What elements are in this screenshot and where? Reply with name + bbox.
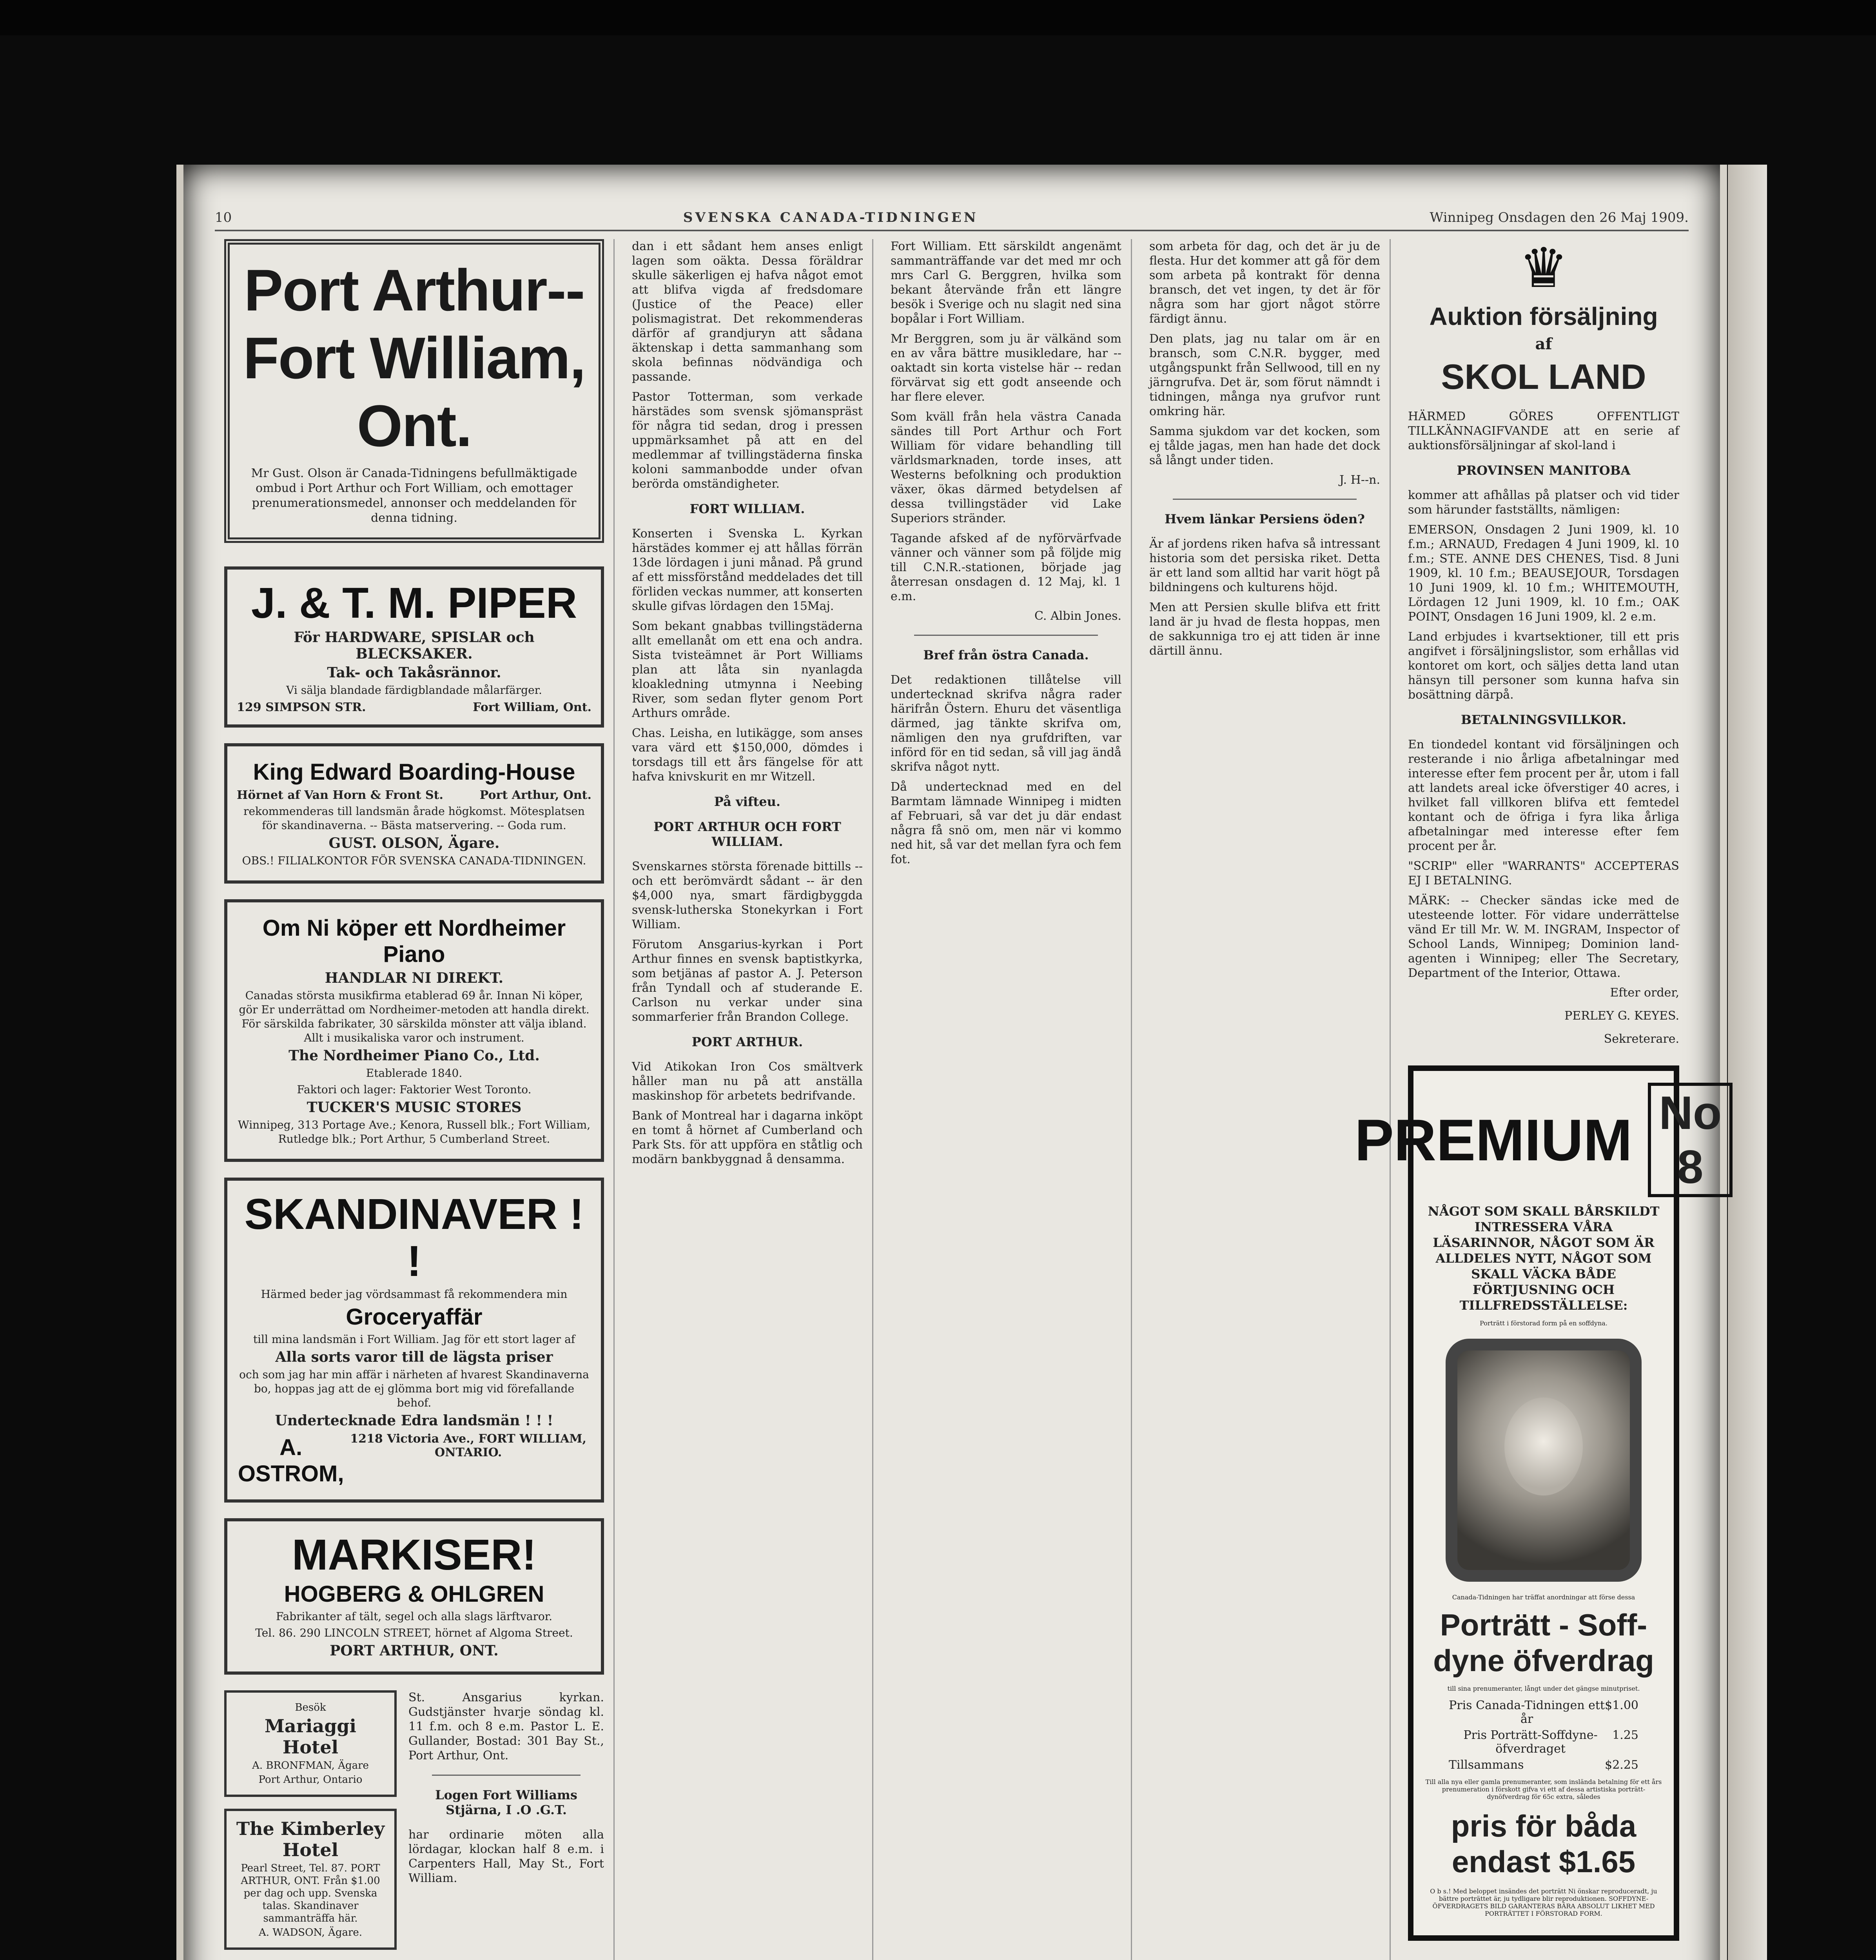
col3-heading: Bref från östra Canada. [923, 648, 1089, 662]
lower-ads-left [224, 1690, 397, 1960]
premium-offer-intro: Canada-Tidningen har träffat anordningar att förse dessa [1452, 1593, 1635, 1601]
auktion-signer: PERLEY G. KEYES. [1564, 1009, 1679, 1023]
markiser-name: MARKISER! [292, 1531, 537, 1579]
col2-heading-vifte: På vifteu. [714, 794, 781, 809]
premium-word: PREMIUM [1354, 1107, 1633, 1173]
piano-established: Etablerade 1840. [366, 1067, 463, 1080]
mariaggi-name: Mariaggi Hotel [264, 1715, 357, 1758]
premium-number: No 8 [1648, 1083, 1733, 1197]
divider [914, 635, 1098, 636]
banner-text: Mr Gust. Olson är Canada-Tidningens befullmäktigade ombud i Port Arthur och Fort William, och emottager prenumerationsmedel, annonser och meddelanden för denna tidning. [251, 466, 577, 525]
col4-p1: som arbeta för dag, och det är ju de flesta. Hur det kommer att gå för dem som arbeta på kontrakt för denna bransch, det vet ingen, ty det är för några som har gjort något större färdigt ännu. [1149, 240, 1380, 326]
auktion-scrip: "SCRIP" eller "WARRANTS" ACCEPTERAS EJ I BETALNING. [1408, 859, 1679, 887]
col3-p3: Som kväll från hela västra Canada sändes till Port Arthur och Fort William för vidare behandling till världsmarknaden, torde inses, att Westerns befolkning och produktion växer, ökas därmed betydelsen af dessa tvillingstäder vid Lake Superiors stränder. [891, 410, 1121, 525]
premium-head [1354, 1083, 1722, 1197]
price2-value: 1.25 [1612, 1728, 1638, 1742]
col3-p2: Mr Berggren, som ju är välkänd som en av våra bättre musikledare, har -- oaktadt sin korta vistelse här -- redan förvärvat sig ett godt anseende och har flere elever. [891, 332, 1121, 404]
price-row-2 [1449, 1728, 1638, 1756]
col3-signature: C. Albin Jones. [1034, 609, 1121, 623]
boarding-owner: GUST. OLSON, Ägare. [328, 835, 500, 851]
col2-p8: Vid Atikokan Iron Cos smältverk håller man nu på att anställa maskinshop för arbetets bedrifvande. [632, 1060, 863, 1103]
ad-kimberley [224, 1809, 397, 1950]
banner-title: Port Arthur--Fort William, Ont. [243, 257, 585, 459]
total-value: $2.25 [1605, 1758, 1638, 1772]
piano-addresses: Winnipeg, 313 Portage Ave.; Kenora, Russell blk.; Fort William, Rutledge blk.; Port Arthur, 5 Cumberland Street. [238, 1118, 591, 1145]
portrait-cushion-image [1446, 1339, 1642, 1582]
auktion-role: Sekreterare. [1604, 1032, 1679, 1046]
boarding-obs: OBS.! FILIALKONTOR FÖR SVENSKA CANADA-TIDNINGEN. [242, 854, 586, 867]
col4-p2: Den plats, jag nu talar om är en bransch, som C.N.R. bygger, med utgångspunkt från Sellwood, till en ny järngrufva. Det är, som förut nämndt i tidningen, många nya grufvor runt omkring här. [1149, 332, 1380, 418]
port-arthur-banner [224, 239, 604, 543]
boarding-city: Port Arthur, Ont. [479, 788, 591, 802]
col4-signature: J. H--n. [1339, 473, 1380, 487]
price-row-total [1449, 1758, 1638, 1772]
auktion-notice [1408, 236, 1679, 1046]
auktion-p3: MÄRK: -- Checker sändas icke med de utesteende lotter. För vidare underrättelse vänd Er till Mr. W. M. INGRAM, Inspector of School Lands, Winnipeg; Dominion land-agenten i Winnipeg; eller The Secretary, Department of the Interior, Ottawa. [1408, 894, 1679, 980]
auktion-af: af [1535, 335, 1552, 353]
piper-line2: Tak- och Takåsrännor. [327, 664, 501, 681]
piper-address-row [237, 701, 591, 714]
column-3 [881, 239, 1132, 1960]
page-edge [1728, 165, 1767, 1960]
col2-p3: Konserten i Svenska L. Kyrkan härstädes kommer ej att hållas förrän 13de lördagen i juni månad. På grund af ett missförstånd meddelades det till förliden veckas nummer, att konserten skulle gifvas lördagen den 15Maj. [632, 527, 863, 613]
piper-line3: Vi sälja blandade färdigblandade målarfärger. [286, 684, 542, 697]
col2-p5: Chas. Leisha, en lutikägge, som anses vara värd ett $150,000, dömdes i torsdags till ett års fängelse för att hafva knivskurit en mr Witzell. [632, 726, 863, 784]
skandinaver-thanks: Undertecknade Edra landsmän ! ! ! [275, 1412, 553, 1429]
col2-p6: Svenskarnes största förenade bittills -- och ett berömvärdt sådant -- är den $4,000 nya, smart färdigbyggda svensk-lutherska Stonekyrkan i Fort William. [632, 860, 863, 931]
newspaper-page [176, 165, 1727, 1960]
piper-line1: För HARDWARE, SPISLAR och BLECKSAKER. [294, 629, 535, 662]
col3-p4: Tagande afsked af de nyförvärfvade vänner och vänner som på följde mig till C.N.R.-stationen, började jag återresan onsdagen d. 12 Maj, kl. 1 e.m. [891, 532, 1121, 603]
price-row-1 [1449, 1699, 1638, 1726]
mariaggi-kicker: Besök [295, 1702, 326, 1713]
boarding-corner: Hörnet af Van Horn & Front St. [237, 788, 443, 802]
child-portrait [1504, 1397, 1583, 1495]
piper-address: 129 SIMPSON STR. [237, 701, 366, 714]
boarding-address-row [237, 788, 591, 802]
divider [432, 1775, 581, 1776]
mariaggi-city: Port Arthur, Ontario [258, 1774, 363, 1786]
skandinaver-text2: och som jag har min affär i närheten af hvarest Skandinaverna bo, hoppas jag att de ej glömma bort mig vid förefallande behof. [239, 1368, 589, 1409]
col2-p7: Förutom Ansgarius-kyrkan i Port Arthur finnes en svensk baptistkyrka, som betjänas af pastor A. J. Peterson från Tyndall och af studerande E. Carlson nu verkar under sina sommarferier från Brandon College. [632, 938, 863, 1024]
piano-sub: HANDLAR NI DIREKT. [325, 970, 504, 986]
premium-final: pris för båda endast $1.65 [1451, 1809, 1637, 1879]
markiser-text: Fabrikanter af tält, segel och alla slags lärftvaror. [276, 1610, 552, 1623]
col3-p1: Fort William. Ett särskildt angenämt sammanträffande var det med mr och mrs Carl G. Berggren, hvilka som bekant återvände från ett längre besök i Sverige och nu slagit ned sina bopålar i Fort William. [891, 240, 1121, 326]
piano-text: Canadas största musikfirma etablerad 69 år. Innan Ni köper, gör Er underrättad om Nordheimer-metoden att handla direkt. För särskilda fabrikater, 30 särskilda mönster att välja ibland. Allt i musikaliska varor och instrument. [239, 989, 590, 1044]
price1-value: $1.00 [1605, 1699, 1638, 1712]
film-strip-top [0, 0, 1876, 35]
skandinaver-text: till mina landsmän i Fort William. Jag för ett stort lager af [253, 1333, 575, 1346]
paper-title: SVENSKA CANADA-TIDNINGEN [683, 210, 978, 225]
kimberley-name: The Kimberley Hotel [236, 1818, 385, 1860]
crest-ornament-icon: ♛ [1519, 236, 1568, 300]
col2-p2: Pastor Totterman, som verkade härstädes som svensk sjömanspräst för några tid sedan, drog i pressen uppmärksamhet på att en del medlemmar af tvillingstäderna finska koloni sammanbodde under ofvan berörda omständigheter. [632, 390, 863, 491]
auktion-title: Auktion försäljning [1429, 302, 1658, 330]
col2-p4: Som bekant gnabbas tvillingstäderna allt emellanåt om ett ena och andra. Sista tvisteämnet är Port Williams plan att låta sin nyanlagda kloakledning utmynna i Neebing River, som sedan flyter genom Port Arthurs område. [632, 619, 863, 720]
premium-portrait-line: Porträtt i förstorad form på en soffdyna. [1480, 1319, 1607, 1327]
skandinaver-owner-row [237, 1432, 591, 1489]
ad-skandinaver [224, 1178, 604, 1503]
column-2 [622, 239, 873, 1960]
piper-city: Fort William, Ont. [473, 701, 591, 714]
col4-p5: Men att Persien skulle blifva ett fritt land är ju hvad de flesta hoppas, men de sakkunniga tro ej att tiden är inne därtill ännu. [1149, 601, 1380, 658]
markiser-firm: HOGBERG & OHLGREN [284, 1581, 544, 1607]
logen-text: har ordinarie möten alla lördagar, klockan half 8 e.m. i Carpenters Hall, May St., Fort William. [408, 1828, 604, 1885]
ansgarius-notice: St. Ansgarius kyrkan. Gudstjänster hvarje söndag kl. 11 f.m. och 8 e.m. Pastor L. E. Gullander, Bostad: 301 Bay St., Port Arthur, Ont. [408, 1691, 604, 1762]
skandinaver-intro: Härmed beder jag vördsammast få rekommendera min [261, 1288, 568, 1301]
auktion-intro: HÄRMED GÖRES OFFENTLIGT TILLKÄNNAGIFVANDE att en serie af auktionsförsäljningar af skol-land i [1408, 410, 1679, 452]
ad-mariaggi [224, 1690, 397, 1797]
price1-label: Pris Canada-Tidningen ett år [1449, 1699, 1605, 1726]
col2-heading-port-arthur: PORT ARTHUR. [691, 1034, 803, 1049]
mariaggi-owner: A. BRONFMAN, Ägare [252, 1760, 369, 1771]
skandinaver-address: 1218 Victoria Ave., FORT WILLIAM, ONTARIO. [350, 1432, 586, 1459]
col2-p9: Bank of Montreal har i dagarna inköpt en tomt å hörnet af Cumberland och Park Sts. för att uppföra en ståtlig och modärn bankbyggnad å densamma. [632, 1109, 863, 1166]
auktion-terms-heading: BETALNINGSVILLKOR. [1461, 712, 1627, 727]
ad-boarding-house [224, 743, 604, 884]
kimberley-text: Pearl Street, Tel. 87. PORT ARTHUR, ONT. Från $1.00 per dag och upp. Svenska talas. Skandinaver sammanträffa här. [241, 1862, 380, 1924]
ad-piper [224, 566, 604, 728]
premium-offer: Porträtt - Soff-dyne öfverdrag [1433, 1608, 1654, 1678]
col3-p6: Då undertecknad med en del Barmtam lämnade Winnipeg i midten af Februari, så var det ju där endast några få snö om, men när vi kommo ned hit, så var det mellan fyra och fem fot. [891, 780, 1121, 866]
boarding-name: King Edward Boarding-House [253, 759, 575, 785]
page-header [215, 208, 1689, 231]
divider [1173, 499, 1357, 500]
dateline: Winnipeg Onsdagen den 26 Maj 1909. [1430, 210, 1689, 225]
premium-closing: O b s.! Med beloppet insändes det porträtt Ni önskar reproduceradt, ju bättre porträttet är, ju tydligare blir reproduktionen. SOFFDYNE-ÖFVERDRAGETS BILD GARANTERAS BÄRA ABSOLUT LIKHET MED PORTRÄTTET I FÖRSTORAD FORM. [1430, 1887, 1657, 1917]
logen-title: Logen Fort Williams Stjärna, I .O .G.T. [435, 1788, 577, 1817]
piano-stores: TUCKER'S MUSIC STORES [307, 1099, 522, 1116]
piano-company: The Nordheimer Piano Co., Ltd. [288, 1047, 540, 1064]
kimberley-owner: A. WADSON, Ägare. [258, 1927, 363, 1938]
boarding-text: rekommenderas till landsmän årade högkomst. Mötesplatsen för skandinaverna. -- Bästa matservering. -- Goda rum. [243, 805, 585, 832]
ad-nordheimer [224, 899, 604, 1162]
auktion-p1: Land erbjudes i kvartsektioner, till ett pris angifvet i försäljningslistor, som erhållas vid kontoret om kort, och säljes detta land utan hänsyn till personer som kunna hafva sin bosättning därpå. [1408, 630, 1679, 702]
auktion-province: PROVINSEN MANITOBA [1457, 463, 1631, 478]
premium-caps: NÅGOT SOM SKALL BÅRSKILDT INTRESSERA VÅRA LÄSARINNOR, NÅGOT SOM ÄR ALLDELES NYTT, NÅGOT SOM SKALL VÄCKA BÅDE FÖRTJUSNING OCH TILLFREDSSTÄLLELSE: [1428, 1204, 1660, 1313]
auktion-by-order: Efter order, [1610, 986, 1679, 1000]
lower-ads [224, 1690, 604, 1960]
skandinaver-shop: Groceryaffär [346, 1304, 483, 1330]
markiser-tel: Tel. 86. 290 LINCOLN STREET, hörnet af Algoma Street. [255, 1626, 573, 1639]
lower-ads-right [408, 1690, 604, 1960]
premium-offer-sub: till sina prenumeranter, långt under det gängse minutpriset. [1447, 1685, 1640, 1692]
auktion-dates: EMERSON, Onsdagen 2 Juni 1909, kl. 10 f.m.; ARNAUD, Fredagen 4 Juni 1909, kl. 10 f.m.; STE. ANNE DES CHENES, Tisd. 8 Juni 1909, kl. 10 f.m.; BEAUSEJOUR, Torsdagen 10 Juni 1909, kl. 10 f.m.; WHITEMOUTH, Lördagen 12 Juni 1909, kl. 10 f.m.; OAK POINT, Onsdagen 16 Juni 1909, kl. 2 e.m. [1408, 523, 1679, 624]
auktion-subject: SKOL LAND [1441, 358, 1646, 397]
col4-heading: Hvem länkar Persiens öden? [1165, 512, 1365, 526]
ad-markiser [224, 1518, 604, 1675]
piano-factory: Faktori och lager: Faktorier West Toronto. [297, 1083, 532, 1096]
col4-p3: Samma sjukdom var det kocken, som ej tålde jagas, men han hade det dock så långt under tiden. [1149, 425, 1380, 467]
skandinaver-owner: A. OSTROM, [238, 1435, 344, 1486]
col2-heading-fort-william: FORT WILLIAM. [689, 501, 805, 516]
col2-p1: dan i ett sådant hem anses enligt lagen som oäkta. Dessa föräldrar skulle säkerligen ej hafva något emot att blifva vigda af fredsdomare (Justice of the Peace) eller polismagistrat. Det rekommenderas därför af grandjuryn att sådana äktenskap i detta sammanhang som skola befinnas nödvändiga och passande. [632, 240, 863, 384]
auktion-p2: En tiondedel kontant vid försäljningen och resterande i nio årliga afbetalningar med interesse efter fem procent per år, utom i fall att landets areal icke öfverstiger 40 acres, i hvilket fall villkoren blifva ett femtedel kontant och de öfriga i fyra lika årliga afbetalningar med interesse efter fem procent per år. [1408, 738, 1679, 853]
piper-name: J. & T. M. PIPER [251, 579, 577, 627]
auktion-text: kommer att afhållas på platser och vid tider som härunder fastställts, nämligen: [1408, 488, 1679, 517]
col4-p4: Är af jordens riken hafva så intressant historia som det persiska riket. Detta är ett land som alltid har varit högt på bildningens och kulturens höjd. [1149, 537, 1380, 594]
piano-name: Om Ni köper ett Nordheimer Piano [262, 915, 566, 967]
skandinaver-slogan: Alla sorts varor till de lägsta priser [275, 1349, 553, 1365]
price2-label: Pris Porträtt-Soffdyne-öfverdraget [1463, 1728, 1598, 1756]
total-label: Tillsammans [1449, 1758, 1524, 1772]
column-ads [215, 239, 615, 1960]
page-number: 10 [215, 210, 232, 225]
column-4 [1140, 239, 1391, 1960]
premium-ad [1354, 1065, 1722, 1941]
premium-mid: Till alla nya eller gamla prenumeranter, som inslända betalning för ett års prenumeration i förskott gifva vi ett af dessa artistiska porträtt-dynöfverdrag för 65c extra, således [1425, 1778, 1662, 1800]
col3-p5: Det redaktionen tillåtelse vill undertecknad skrifva några rader härifrån Östern. Ehuru det väsentliga därmed, jag tänkte skrifva om, nämligen den nya grufdriften, var införd för en tid sedan, så vill jag ändå skrifva något nytt. [891, 673, 1121, 774]
col2-heading-pa-fw: PORT ARTHUR OCH FORT WILLIAM. [653, 819, 841, 849]
skandinaver-name: SKANDINAVER ! ! [244, 1190, 584, 1285]
markiser-city: PORT ARTHUR, ONT. [330, 1642, 499, 1659]
